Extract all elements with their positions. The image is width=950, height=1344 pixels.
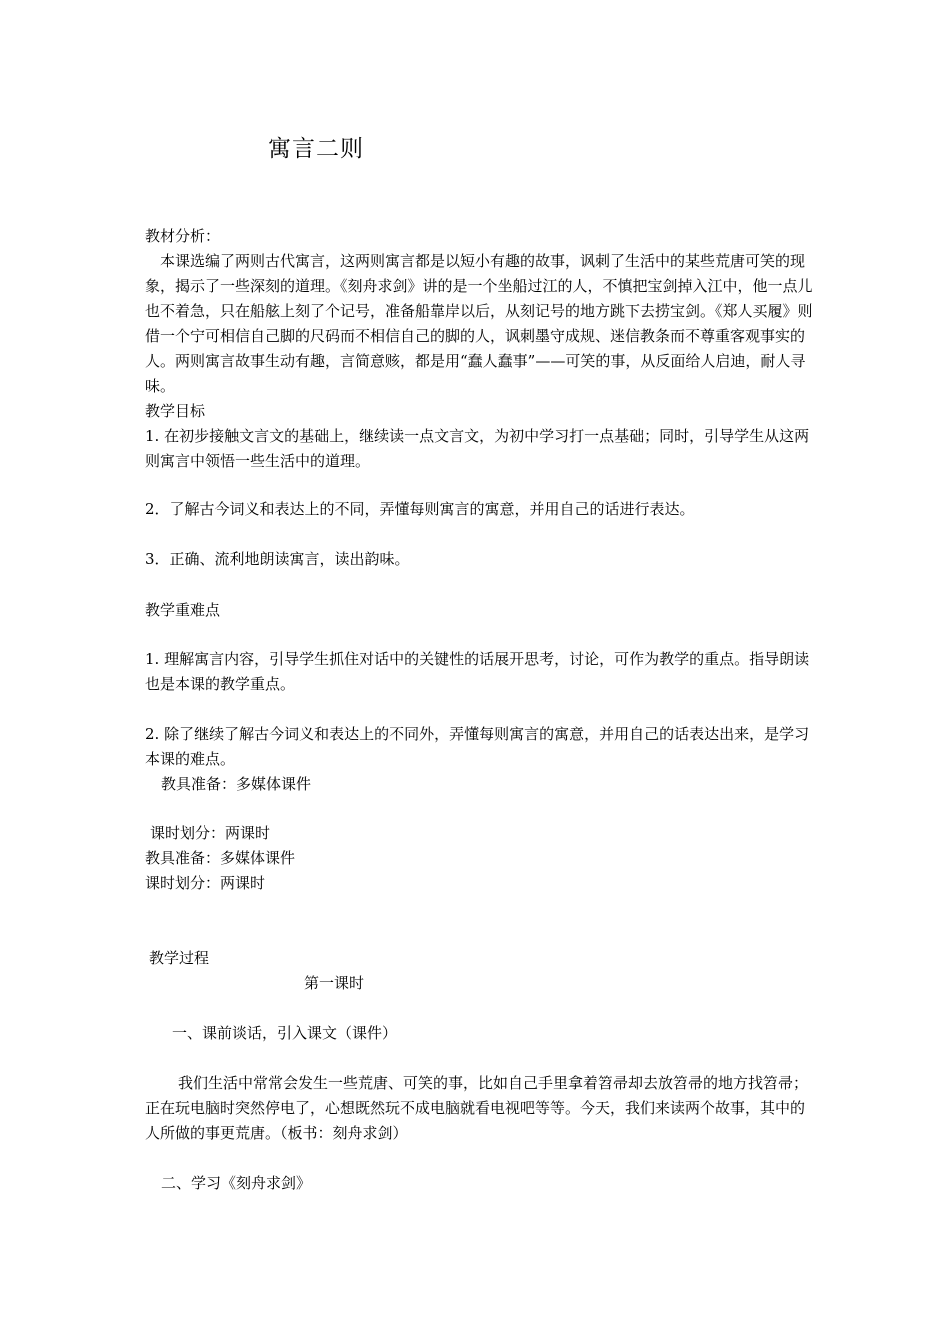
lesson-heading: 第一课时 [304,974,365,992]
key-points-heading: 教学重难点 [145,601,221,619]
step-1-body [145,1071,815,1146]
schedule-block [145,821,815,896]
teaching-aids-1: 教具准备：多媒体课件 [161,775,312,793]
goals-heading: 教学目标 [145,402,206,420]
analysis-body: 本课选编了两则古代寓言，这两则寓言都是以短小有趣的故事，讽刺了生活中的某些荒唐可笑的现象，揭示了一些深刻的道理。《刻舟求剑》讲的是一个坐船过江的人，不慎把宝剑掉入江中，他一点儿也不着急，只在船舷上刻了个记号，准备船靠岸以后，从刻记号的地方跳下去捞宝剑。《郑人买履》则借一个宁可相信自己脚的尺码而不相信自己的脚的人，讽刺墨守成规、迷信教条而不尊重客观事实的人。两则寓言故事生动有趣，言简意赅，都是用“蠢人蠢事”——可笑的事，从反面给人启迪，耐人寻味。 [145,252,813,395]
step-2-heading: 二、学习《刻舟求剑》 [161,1174,312,1192]
key-point-2-block [145,722,815,797]
process-heading: 教学过程 [149,949,210,967]
step-1-heading: 一、课前谈话，引入课文（课件） [172,1024,398,1042]
goal-item-3: 3．正确、流利地朗读寓言，读出韵味。 [145,550,410,568]
class-hours-1: 课时划分：两课时 [150,824,271,842]
analysis-heading: 教材分析： [145,227,221,245]
key-point-2: 2. 除了继续了解古今词义和表达上的不同外，弄懂每则寓言的寓意，并用自己的话表达出来，是学习本课的难点。 [145,725,810,768]
teaching-aids-2: 教具准备：多媒体课件 [145,849,296,867]
analysis-section [145,224,815,474]
key-point-1: 1. 理解寓言内容，引导学生抓住对话中的关键性的话展开思考，讨论，可作为教学的重点。指导朗读也是本课的教学重点。 [145,650,810,693]
step-1-text: 我们生活中常常会发生一些荒唐、可笑的事，比如自己手里拿着笤帚却去放笤帚的地方找笤帚；正在玩电脑时突然停电了，心想既然玩不成电脑就看电视吧等等。今天，我们来读两个故事，其中的人所做的事更荒唐。（板书：刻舟求剑） [145,1074,809,1142]
goal-item-2: 2．了解古今词义和表达上的不同，弄懂每则寓言的寓意，并用自己的话进行表达。 [145,500,695,518]
class-hours-2: 课时划分：两课时 [145,874,266,892]
goal-item-1: 1. 在初步接触文言文的基础上，继续读一点文言文，为初中学习打一点基础；同时，引导学生从这两则寓言中领悟一些生活中的道理。 [145,427,810,470]
document-title: 寓言二则 [268,136,364,162]
